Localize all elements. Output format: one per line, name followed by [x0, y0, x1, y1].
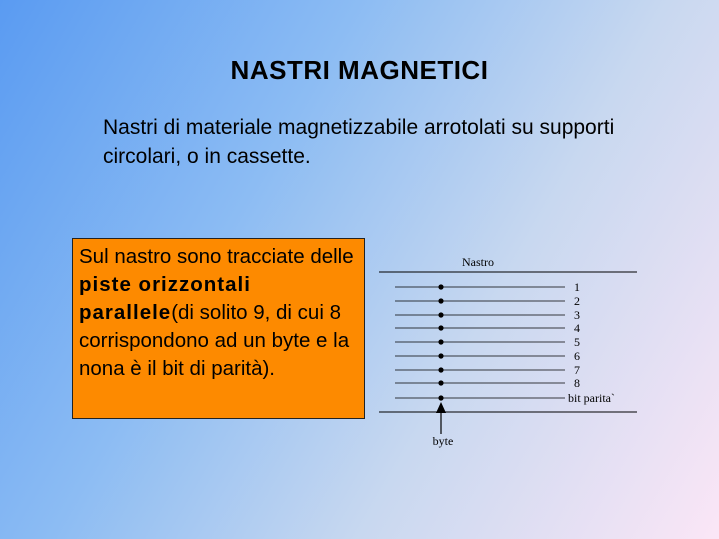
bit-dot — [438, 284, 443, 289]
track-label: 5 — [574, 335, 580, 349]
byte-label: byte — [432, 434, 454, 448]
box-text-part2: (di solito 9, di cui 8 corrispondono ad un byte e la nona è il bit di parità). — [79, 301, 350, 380]
track-label: 4 — [574, 321, 580, 335]
tape-diagram — [375, 250, 645, 455]
box-text-part1: Sul nastro sono tracciate delle — [79, 245, 354, 268]
tracks — [395, 280, 615, 405]
bit-dot — [438, 339, 443, 344]
track-label: 8 — [574, 376, 580, 390]
track-label: 3 — [574, 308, 580, 322]
bit-dot — [438, 367, 443, 372]
box-text-bold: piste orizzontali parallele — [79, 273, 251, 324]
slide-title: NASTRI MAGNETICI — [230, 55, 489, 85]
bit-dot — [438, 312, 443, 317]
track-label: 6 — [574, 349, 580, 363]
track-label: 7 — [574, 363, 580, 377]
track-label: 1 — [574, 280, 580, 294]
tape-label: Nastro — [462, 255, 494, 269]
bit-dot — [438, 325, 443, 330]
byte-pointer-arrowhead — [436, 402, 446, 413]
bit-dot — [438, 395, 443, 400]
tracks-description-box — [72, 238, 365, 419]
bit-dot — [438, 353, 443, 358]
track-label: 2 — [574, 294, 580, 308]
intro-text: Nastri di materiale magnetizzabile arrotolati su supporti circolari, o in cassette. — [103, 116, 615, 168]
track-label: bit parita` — [568, 391, 615, 405]
bit-dot — [438, 380, 443, 385]
bit-dot — [438, 298, 443, 303]
